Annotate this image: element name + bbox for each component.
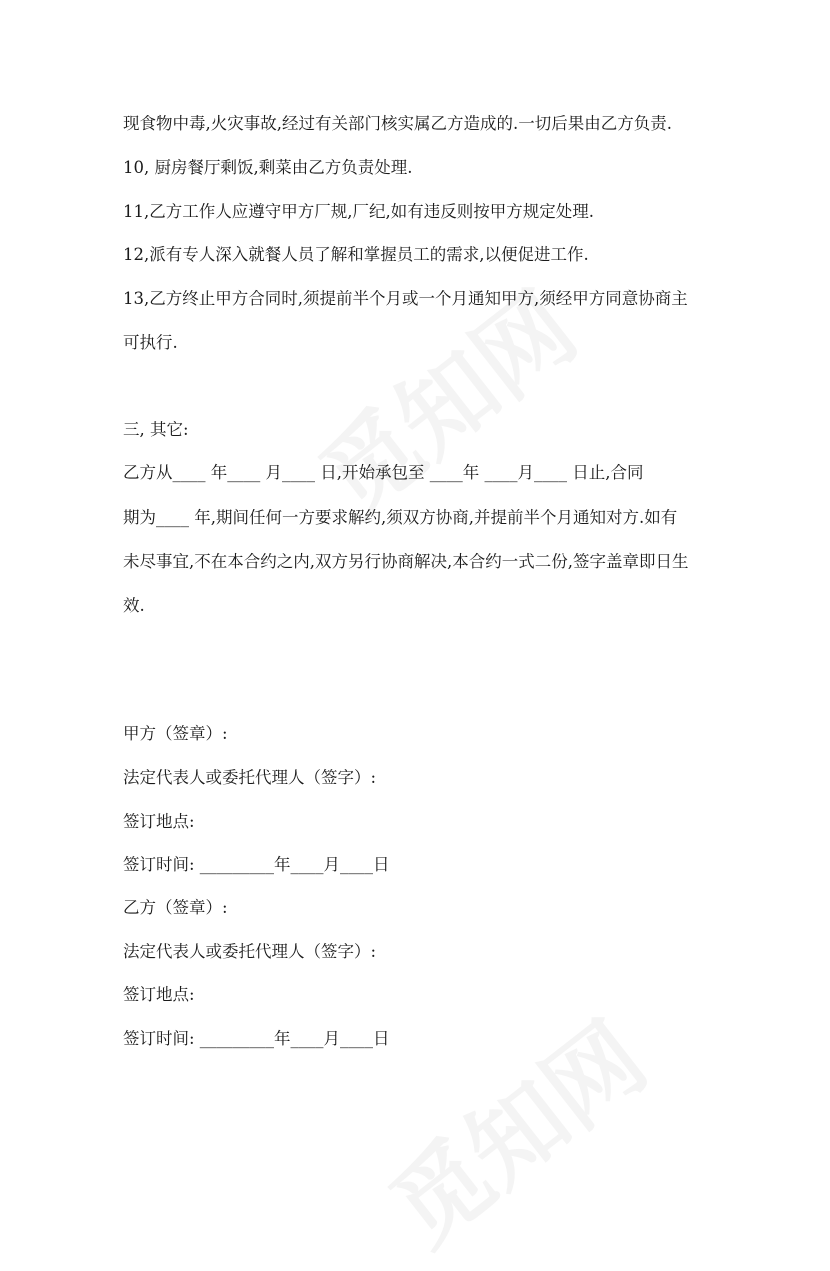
clause-12: 12,派有专人深入就餐人员了解和掌握员工的需求,以便促进工作. [123, 245, 589, 264]
party-a-time: 签订时间: _________年____月____日 [123, 855, 390, 874]
clause-10: 10, 厨房餐厅剩饭,剩菜由乙方负责处理. [123, 158, 413, 177]
party-a-representative: 法定代表人或委托代理人（签字）: [123, 768, 377, 787]
party-b-representative: 法定代表人或委托代理人（签字）: [123, 942, 377, 961]
clause-13-continued: 可执行. [123, 333, 178, 352]
party-b-time: 签订时间: _________年____月____日 [123, 1029, 390, 1048]
section-body-line: 未尽事宜,不在本合约之内,双方另行协商解决,本合约一式二份,签字盖章即日生 [123, 552, 689, 571]
party-a-place: 签订地点: [123, 812, 195, 831]
party-b-seal: 乙方（签章）: [123, 898, 228, 917]
section-body-line: 乙方从____ 年____ 月____ 日,开始承包至 ____年 ____月____ 日止,合同 [123, 463, 644, 482]
party-a-seal: 甲方（签章）: [123, 724, 228, 743]
party-b-place: 签订地点: [123, 985, 195, 1004]
section-title: 三, 其它: [123, 420, 189, 439]
clause-11: 11,乙方工作人应遵守甲方厂规,厂纪,如有违反则按甲方规定处理. [123, 202, 594, 221]
clause-13: 13,乙方终止甲方合同时,须提前半个月或一个月通知甲方,须经甲方同意协商主 [123, 289, 688, 308]
section-body-line: 期为____ 年,期间任何一方要求解约,须双方协商,并提前半个月通知对方.如有 [123, 508, 678, 527]
section-body-line: 效. [123, 596, 145, 615]
clause-text: 现食物中毒,火灾事故,经过有关部门核实属乙方造成的.一切后果由乙方负责. [123, 114, 672, 133]
